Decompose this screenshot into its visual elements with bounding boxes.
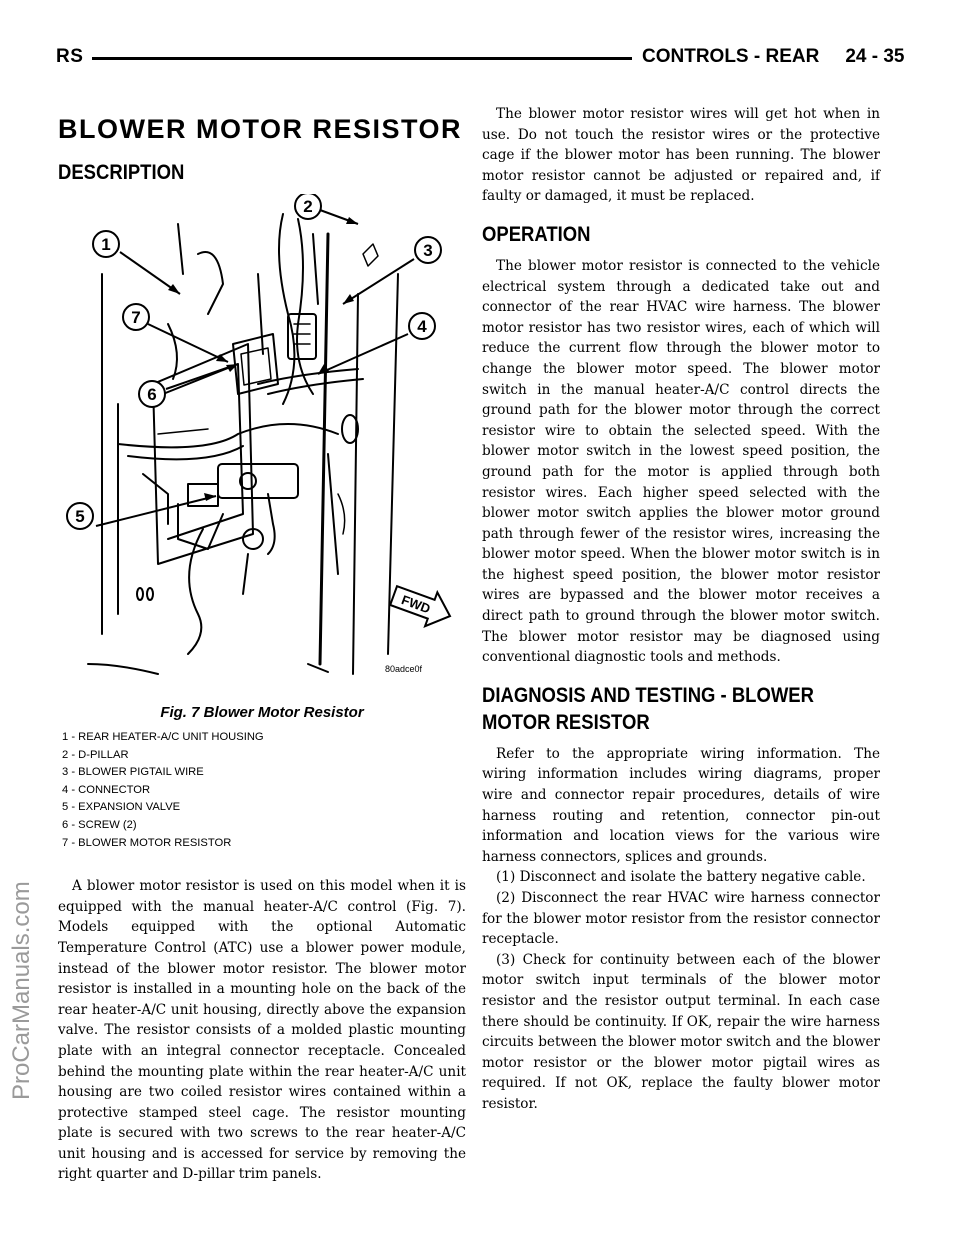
description-heading: DESCRIPTION: [58, 161, 185, 184]
legend-item: 7 - BLOWER MOTOR RESISTOR: [62, 836, 232, 849]
callout-5: 5: [75, 507, 85, 526]
figure-legend: [58, 729, 466, 852]
callout-1: 1: [101, 235, 111, 254]
side-watermark: ProCarManuals.com: [8, 881, 35, 1100]
legend-item: 5 - EXPANSION VALVE: [62, 801, 181, 814]
diagnosis-step: (3) Check for continuity between each of the blower motor switch input terminals of the blower motor resistor and the resistor output terminal. In each case there should be continuity. If OK, repair the wire harness circuits between the blower motor switch and the blower motor resistor or the blower motor pigtail wires as required. If not OK, replace the faulty blower motor resistor.: [482, 951, 880, 1112]
description-paragraph-continued: The blower motor resistor wires will get hot when in use. Do not touch the resistor wires or the protective cage if the blower motor has been running. The blower motor resistor cannot be adjusted or repaired and, if faulty or damaged, it must be replaced.: [482, 106, 880, 205]
callout-4: 4: [417, 317, 427, 336]
callout-6: 6: [147, 385, 157, 404]
header-rule: [92, 57, 632, 60]
page-title: BLOWER MOTOR RESISTOR: [58, 114, 463, 144]
legend-item: 2 - D-PILLAR: [62, 748, 129, 761]
header-manual-code: RS: [56, 46, 84, 67]
fwd-label: FWD: [399, 592, 433, 617]
legend-item: 3 - BLOWER PIGTAIL WIRE: [62, 766, 204, 779]
callout-3: 3: [423, 241, 433, 260]
right-column: [482, 104, 880, 1115]
diagnosis-step: (1) Disconnect and isolate the battery negative cable.: [496, 869, 866, 886]
left-column: [58, 104, 466, 1185]
figure-caption: Fig. 7 Blower Motor Resistor: [160, 704, 364, 721]
header-section: [642, 46, 904, 68]
figure-illustration: [58, 194, 463, 704]
legend-item: 6 - SCREW (2): [62, 818, 137, 831]
legend-item: 4 - CONNECTOR: [62, 783, 151, 796]
diagnosis-heading: DIAGNOSIS AND TESTING - BLOWER MOTOR RESISTOR: [482, 683, 814, 734]
figure-id: 80adce0f: [385, 664, 423, 674]
operation-heading: OPERATION: [482, 222, 591, 246]
callout-7: 7: [131, 308, 141, 327]
page-number: 24 - 35: [845, 46, 905, 67]
diagnosis-intro: Refer to the appropriate wiring information. The wiring information includes wiring diagrams, proper wire and connector repair procedures, details of wire harness routing and retention, connector pin-out information and location views for the various wire harness connectors, splices and grounds.: [482, 745, 880, 865]
blower-motor-resistor-drawing: [58, 194, 463, 704]
header-section-title: CONTROLS - REAR: [642, 46, 820, 67]
operation-paragraph: The blower motor resistor is connected to the vehicle electrical system through a dedicated take out and connector of the rear HVAC wire harness. The blower motor resistor has two resistor wires, each of which will reduce the current flow through the blower motor to change the blower motor speed. The blower motor switch in the manual heater-A/C control directs the ground path for the blower motor through the correct resistor wire to obtain the selected speed. With the blower motor switch in the lowest speed position, the ground path for the motor is applied through both resistor wires. Each higher speed selected with the blower motor switch applies the blower motor ground path through fewer of the resistor wires, increasing the blower motor speed. When the blower motor switch is in the highest speed position, the blower motor resistor wires are bypassed and the blower motor receives a direct path to ground through the blower motor switch. The blower motor resistor may be diagnosed using conventional diagnostic tools and methods.: [482, 257, 880, 666]
callout-2: 2: [303, 197, 313, 216]
legend-item: 1 - REAR HEATER-A/C UNIT HOUSING: [62, 731, 264, 743]
description-paragraph: A blower motor resistor is used on this model when it is equipped with the manual heater-A/C control (Fig. 7). Models equipped with the optional Automatic Temperature Control (ATC) use a blower power module, instead of the blower motor resistor. The blower motor resistor is installed in a mounting hole on the back of the rear heater-A/C unit housing, directly above the expansion valve. The resistor consists of a molded plastic mounting plate with an integral connector receptacle. Concealed behind the mounting plate within the rear heater-A/C unit housing are two coiled resistor wires contained within a protective stamped steel cage. The resistor mounting plate is secured with two screws to the rear heater-A/C unit housing and is accessed for service by removing the right quarter and D-pillar trim panels.: [58, 878, 466, 1183]
diagnosis-step: (2) Disconnect the rear HVAC wire harness connector for the blower motor resistor from the resistor connector receptacle.: [482, 890, 880, 948]
